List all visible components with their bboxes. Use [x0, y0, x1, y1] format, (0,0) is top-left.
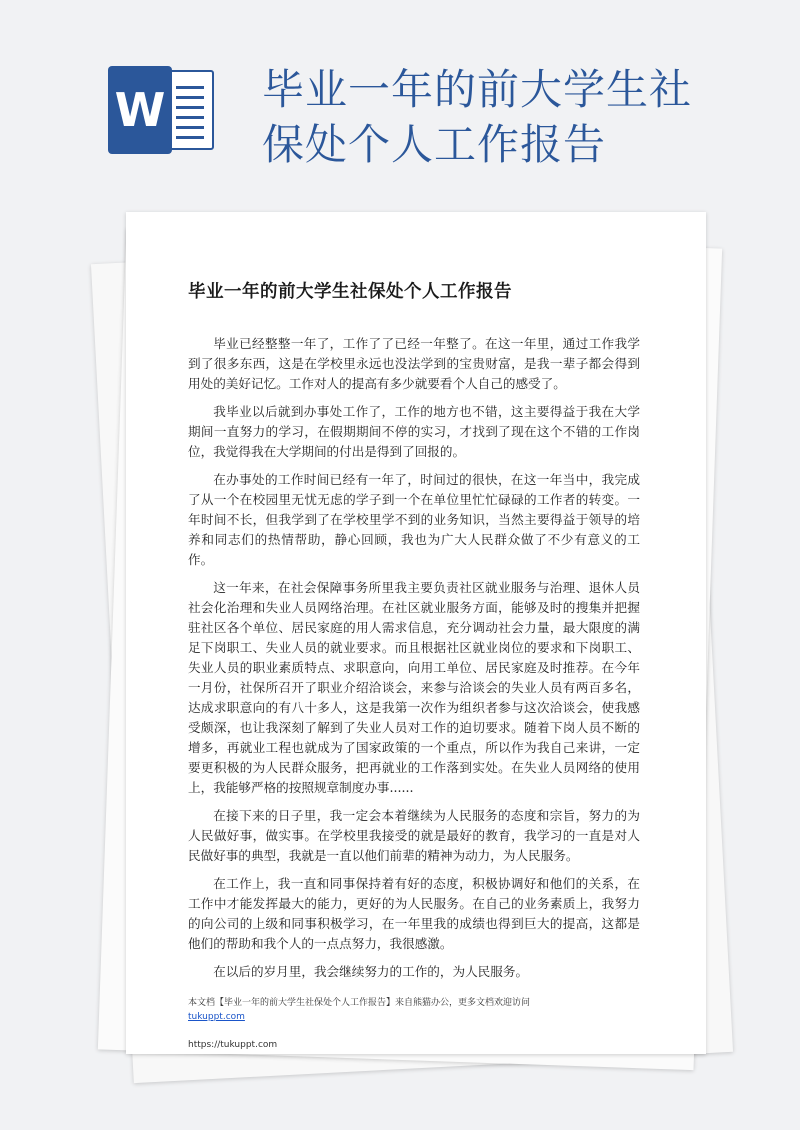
document-title: 毕业一年的前大学生社保处个人工作报告	[188, 282, 512, 302]
header-title: 毕业一年的前大学生社保处个人工作报告	[262, 65, 693, 169]
source-url: https://tukuppt.com	[188, 1040, 278, 1050]
paragraph: 毕业已经整整一年了，工作了了已经一年整了。在这一年里，通过工作我学到了很多东西，这是在学校里永远也没法学到的宝贵财富，是我一辈子都会得到用处的美好记忆。工作对人的提高有多少就要看个人自己的感受了。	[188, 336, 640, 391]
paragraph: 在接下来的日子里，我一定会本着继续为人民服务的态度和宗旨，努力的为人民做好事，做实事。在学校里我接受的就是最好的教育，我学习的一直是对人民做好事的典型，我就是一直以他们前辈的精神为动力，为人民服务。	[188, 808, 640, 863]
paragraph: 在办事处的工作时间已经有一年了，时间过的很快，在这一年当中，我完成了从一个在校园里无忧无虑的学子到一个在单位里忙忙碌碌的工作者的转变。一年时间不长，但我学到了在学校里学不到的业务知识，当然主要得益于领导的培养和同志们的热情帮助，静心回顾，我也为广大人民群众做了不少有意义的工作。	[188, 472, 640, 567]
paragraph: 这一年来，在社会保障事务所里我主要负责社区就业服务与治理、退休人员社会化治理和失业人员网络治理。在社区就业服务方面，能够及时的搜集并把握驻社区各个单位、居民家庭的用人需求信息，充分调动社会力量，最大限度的满足下岗职工、失业人员的就业要求。而且根据社区就业岗位的要求和下岗职工、失业人员的职业素质特点、求职意向，向用工单位、居民家庭及时推荐。在今年一月份，社保所召开了职业介绍洽谈会，来参与洽谈会的失业人员有两百多名，达成求职意向的有八十多人，这是我第一次作为组织者参与这次洽谈会，使我感受颇深，也让我深刻了解到了失业人员对工作的迫切要求。随着下岗人员不断的增多，再就业工程也就成为了国家政策的一个重点，所以作为我自己来讲，一定要更积极的为人民群众服务，把再就业的工作落到实处。在失业人员网络的使用上，我能够严格的按照规章制度办事......	[188, 580, 640, 795]
paragraph: 在以后的岁月里，我会继续努力的工作的，为人民服务。	[213, 964, 529, 979]
source-link[interactable]: tukuppt.com	[188, 1012, 245, 1022]
word-document-icon	[108, 66, 220, 154]
paragraph: 在工作上，我一直和同事保持着有好的态度，积极协调好和他们的关系，在工作中才能发挥最大的能力，更好的为人民服务。在自己的业务素质上，我努力的向公司的上级和同事积极学习，在一年里我的成绩也得到巨大的提高，这都是他们的帮助和我个人的一点点努力，我很感激。	[188, 876, 640, 951]
source-note: 本文档【毕业一年的前大学生社保处个人工作报告】来自熊猫办公，更多文档欢迎访问	[188, 998, 531, 1008]
document-body	[188, 280, 640, 1052]
paragraph: 我毕业以后就到办事处工作了，工作的地方也不错，这主要得益于我在大学期间一直努力的学习，在假期期间不停的实习，才找到了现在这个不错的工作岗位，我觉得我在大学期间的付出是得到了回报的。	[188, 404, 640, 459]
word-badge: W	[108, 66, 172, 154]
document-page	[126, 212, 706, 1054]
